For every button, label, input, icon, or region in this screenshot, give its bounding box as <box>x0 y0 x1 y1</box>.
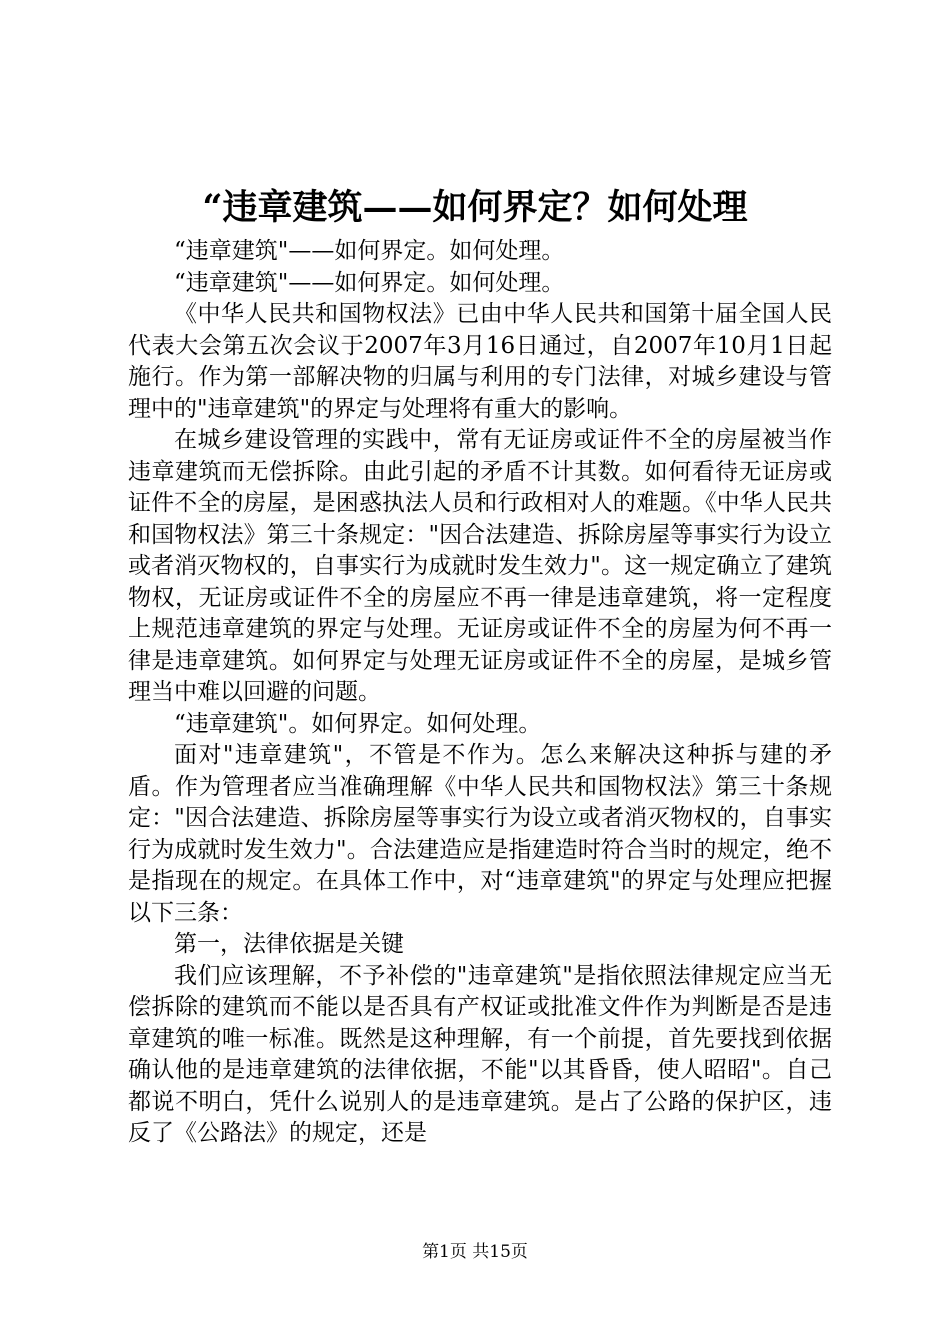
document-title: “违章建筑——如何界定？如何处理 <box>202 187 748 228</box>
page-footer: 第1页 共15页 <box>422 1242 528 1262</box>
paragraph: 面对"违章建筑"，不管是不作为。怎么来解决这种拆与建的矛盾。作为管理者应当准确理解《中华人民共和国物权法》第三十条规定："因合法建造、拆除房屋等事实行为设立或者消灭物权的，自事实行为成就时发生效力"。合法建造应是指建造时符合当时的规定，绝不是指现在的规定。在具体工作中，对“违章建筑"的界定与处理应把握以下三条： <box>128 742 832 926</box>
paragraph: 第一，法律依据是关键 <box>174 931 404 957</box>
paragraph: 《中华人民共和国物权法》已由中华人民共和国第十届全国人民代表大会第五次会议于2007年3月16日通过，自2007年10月1日起施行。作为第一部解决物的归属与利用的专门法律，对城乡建设与管理中的"违章建筑"的界定与处理将有重大的影响。 <box>128 301 832 422</box>
paragraph: “违章建筑"——如何界定。如何处理。 <box>174 238 565 264</box>
document-body <box>128 236 832 1150</box>
paragraph: “违章建筑"。如何界定。如何处理。 <box>174 710 542 737</box>
paragraph: 在城乡建设管理的实践中，常有无证房或证件不全的房屋被当作违章建筑而无偿拆除。由此引起的矛盾不计其数。如何看待无证房或证件不全的房屋，是困惑执法人员和行政相对人的难题。《中华人民共和国物权法》第三十条规定："因合法建造、拆除房屋等事实行为设立或者消灭物权的，自事实行为成就时发生效力"。这一规定确立了建筑物权，无证房或证件不全的房屋应不再一律是违章建筑，将一定程度上规范违章建筑的界定与处理。无证房或证件不全的房屋为何不再一律是违章建筑。如何界定与处理无证房或证件不全的房屋，是城乡管理当中难以回避的问题。 <box>128 427 832 705</box>
paragraph: “违章建筑"——如何界定。如何处理。 <box>174 269 565 296</box>
paragraph: 我们应该理解，不予补偿的"违章建筑"是指依照法律规定应当无偿拆除的建筑而不能以是否具有产权证或批准文件作为判断是否是违章建筑的唯一标准。既然是这种理解，有一个前提，首先要找到依据确认他的是违章建筑的法律依据，不能"以其昏昏，使人昭昭"。自己都说不明白，凭什么说别人的是违章建筑。是占了公路的保护区，违反了《公路法》的规定，还是 <box>128 962 832 1146</box>
